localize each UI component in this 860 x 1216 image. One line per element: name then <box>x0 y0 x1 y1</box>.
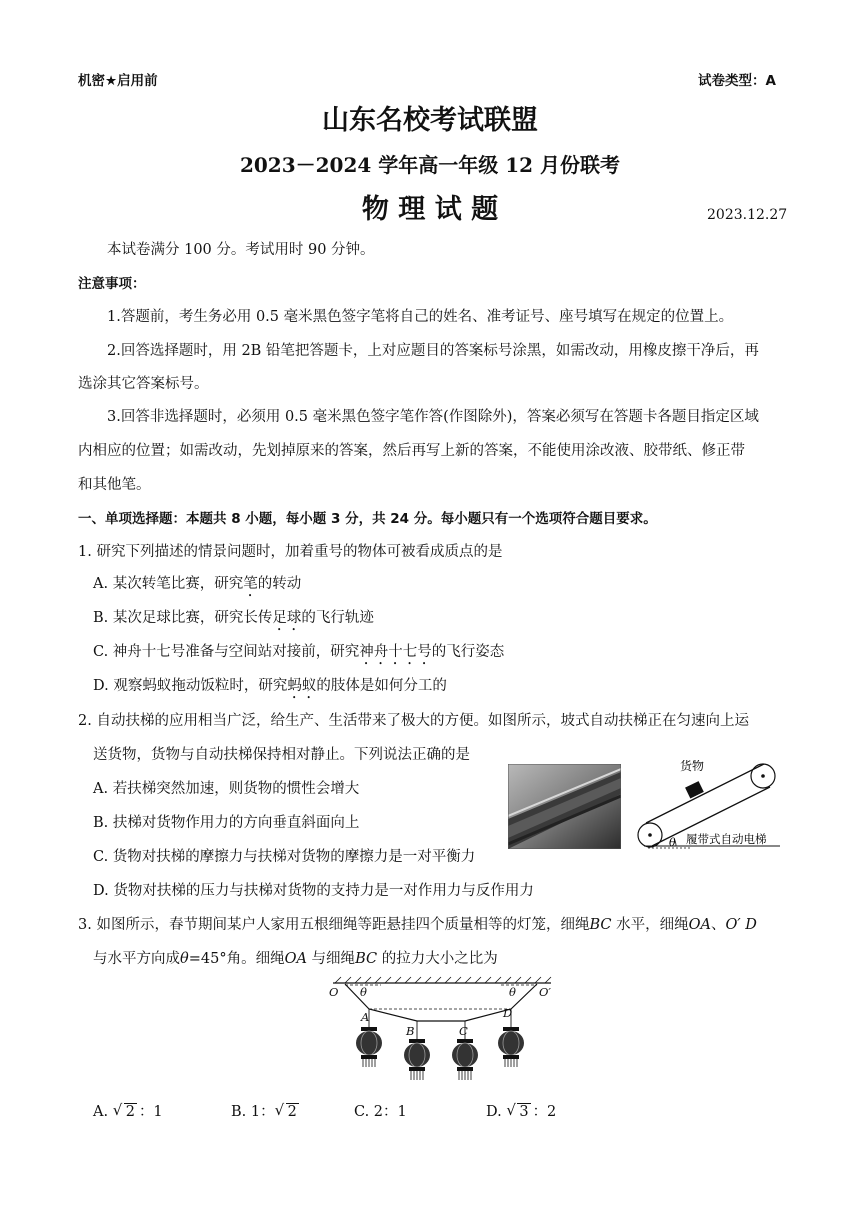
notice-3-line1: 3.回答非选择题时，必须用 0.5 毫米黑色签字笔作答(作图除外)，答案必须写在答题卡各题目指定区域 <box>107 409 759 425</box>
notice-heading: 注意事项： <box>78 276 146 292</box>
lantern-c <box>452 1039 478 1080</box>
ceiling-hatch <box>335 977 551 983</box>
q3-option-a: A. √ 2 ：1 <box>93 1102 163 1122</box>
exam-date: 2023.12.27 <box>707 207 788 223</box>
notice-1: 1.答题前，考生务必用 0.5 毫米黑色签字笔将自己的姓名、准考证号、座号填写在规定的位置上。 <box>107 309 734 325</box>
notice-3-line2: 内相应的位置；如需改动，先划掉原来的答案，然后再写上新的答案，不能使用涂改液、胶带纸、修正带 <box>78 443 745 459</box>
label-C: C <box>459 1024 468 1038</box>
theta-label: θ <box>669 836 676 849</box>
q1-stem: 1. 研究下列描述的情景问题时，加着重号的物体可被看成质点的是 <box>78 544 503 560</box>
q1-option-d: D. 观察蚂蚁拖动饭粒时，研究蚂蚁的肢体是如何分工的 <box>93 678 447 694</box>
exam-title: 2023－2024 学年高一年级 12 月份联考 <box>239 153 621 177</box>
q2-option-a: A. 若扶梯突然加速，则货物的惯性会增大 <box>93 781 360 797</box>
q1-option-a: A. 某次转笔比赛，研究笔的转动 <box>93 576 302 592</box>
q3-option-c: C. 2：1 <box>354 1104 407 1120</box>
label-theta-left: θ <box>360 985 367 999</box>
label-O-prime: O′ <box>539 985 552 999</box>
label-D: D <box>503 1006 513 1020</box>
lantern-a <box>356 1027 382 1067</box>
q2-stem-line1: 2. 自动扶梯的应用相当广泛，给生产、生活带来了极大的方便。如图所示，坡式自动扶梯正在匀速向上运 <box>78 713 749 729</box>
q3-stem-line1: 3. 如图所示，春节期间某户人家用五根细绳等距悬挂四个质量相等的灯笼，细绳BC 水平，细绳OA、O′ D <box>78 917 757 933</box>
label-theta-right: θ <box>509 985 516 999</box>
escalator-belt-diagram <box>636 760 786 854</box>
q1-option-b: B. 某次足球比赛，研究长传足球的飞行轨迹 <box>93 610 374 626</box>
q1-option-c: C. 神舟十七号准备与空间站对接前，研究神舟十七号的飞行姿态 <box>93 644 505 660</box>
q2-option-b: B. 扶梯对货物作用力的方向垂直斜面向上 <box>93 815 360 831</box>
q2-option-c: C. 货物对扶梯的摩擦力与扶梯对货物的摩擦力是一对平衡力 <box>93 849 476 865</box>
q2-stem-line2: 送货物，货物与自动扶梯保持相对静止。下列说法正确的是 <box>93 747 470 763</box>
q3-option-b: B. 1：√ 2 <box>231 1102 301 1122</box>
confidential-label: 机密★启用前 <box>78 73 158 89</box>
subject-title: 物 理 试 题 <box>361 194 499 225</box>
q3-stem-line2: 与水平方向成θ=45°角。细绳OA 与细绳BC 的拉力大小之比为 <box>93 951 498 967</box>
lantern-b <box>404 1039 430 1080</box>
lantern-diagram <box>325 975 557 1087</box>
label-B: B <box>406 1024 415 1038</box>
paper-type-label: 试卷类型：A <box>698 73 776 89</box>
lantern-d <box>498 1027 524 1067</box>
escalator-photo <box>508 764 621 849</box>
section-1-heading: 一、单项选择题：本题共 8 小题，每小题 3 分，共 24 分。每小题只有一个选项符合题目要求。 <box>78 511 657 527</box>
label-A: A <box>361 1010 370 1024</box>
notice-2-line1: 2.回答选择题时，用 2B 铅笔把答题卡，上对应题目的答案标号涂黑，如需改动，用橡皮擦干净后，再 <box>107 343 759 359</box>
belt-top <box>646 764 764 823</box>
label-O: O <box>329 985 339 999</box>
exam-org-title: 山东名校考试联盟 <box>322 105 538 136</box>
notice-3-line3: 和其他笔。 <box>78 477 151 493</box>
q3-option-d: D. √ 3 ：2 <box>486 1102 556 1122</box>
notice-2-line2: 选涂其它答案标号。 <box>78 376 209 392</box>
cargo-label: 货物 <box>680 760 705 773</box>
belt-label: 履带式自动电梯 <box>686 832 767 846</box>
q2-option-d: D. 货物对扶梯的压力与扶梯对货物的支持力是一对作用力与反作用力 <box>93 883 534 899</box>
intro-text: 本试卷满分 100 分。考试用时 90 分钟。 <box>107 242 375 258</box>
